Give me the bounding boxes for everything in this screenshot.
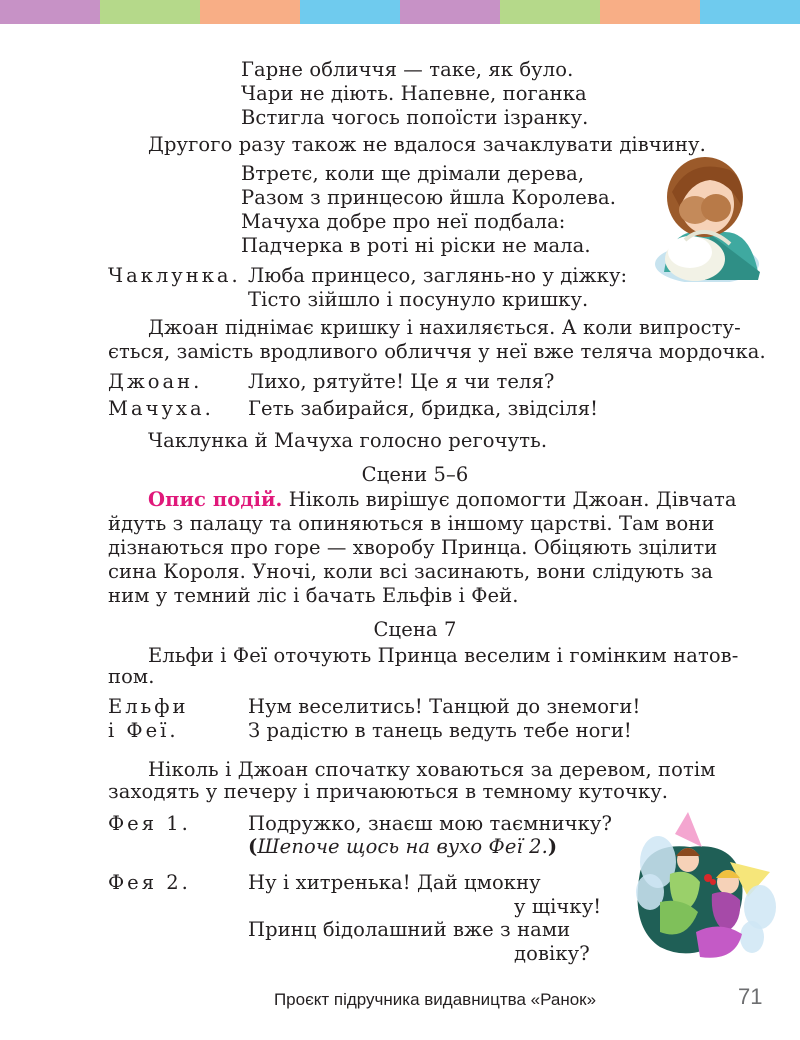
speaker-name: Чаклунка. xyxy=(108,264,241,287)
dialogue-line: Люба принцесо, заглянь-но у діжку: xyxy=(248,264,628,287)
stripe xyxy=(400,0,500,24)
speaker-name: Фея 2. xyxy=(108,871,191,894)
events-text: сина Короля. Уночі, коли всі засинають, вони слідують за xyxy=(108,560,714,583)
page-number: 71 xyxy=(738,984,763,1009)
verse-line: Разом з принцесою йшла Королева. xyxy=(241,186,617,209)
narration-line: Ельфи і Феї оточують Принца веселим і гомінким натов- xyxy=(148,644,739,667)
narration: Другого разу також не вдалося зачаклувати дівчину. xyxy=(148,133,706,156)
dialogue-line: Ну і хитренька! Дай цмокну xyxy=(248,871,541,894)
narration-line: ється, замість вродливого обличчя у неї вже теляча мордочка. xyxy=(108,340,766,363)
dialogue-line: довіку? xyxy=(514,942,590,965)
two-fairies-illustration xyxy=(620,812,780,962)
narration-line: Ніколь і Джоан спочатку ховаються за деревом, потім xyxy=(148,758,716,781)
dialogue-line: Нум веселитись! Танцюй до знемоги! xyxy=(248,695,641,718)
footer-note: Проєкт підручника видавництва «Ранок» xyxy=(273,990,597,1009)
dialogue-line: Тісто зійшло і посунуло кришку. xyxy=(248,288,589,311)
speaker-name: Мачуха. xyxy=(108,397,214,420)
dialogue-line: Подружко, знаєш мою таємничку? xyxy=(248,812,613,835)
speaker-name: і Феї. xyxy=(108,719,179,742)
paren: ) xyxy=(547,835,558,858)
narration-line: Джоан піднімає кришку і нахиляється. А коли випросту- xyxy=(148,316,741,339)
stripe xyxy=(700,0,800,24)
verse-line: Втретє, коли ще дрімали дерева, xyxy=(241,162,585,185)
narration-line: пом. xyxy=(108,665,155,688)
dialogue-line: Принц бідолашний вже з нами xyxy=(248,918,571,941)
dialogue-line: Лихо, рятуйте! Це я чи теля? xyxy=(248,370,555,393)
header-color-stripes xyxy=(0,0,800,24)
scene-heading: Сцена 7 xyxy=(373,618,457,641)
verse-line: Чари не діють. Напевне, поганка xyxy=(241,82,587,105)
stripe xyxy=(300,0,400,24)
girl-covering-face-illustration xyxy=(650,152,765,282)
speaker-name: Ельфи xyxy=(108,695,189,718)
verse-line: Гарне обличчя — таке, як було. xyxy=(241,58,574,81)
dialogue-line: З радістю в танець ведуть тебе ноги! xyxy=(248,719,632,742)
stripe xyxy=(500,0,600,24)
stage-direction-text: Шепоче щось на вухо Феї 2. xyxy=(257,835,548,858)
verse-line: Мачуха добре про неї подбала: xyxy=(241,210,566,233)
verse-line: Встигла чогось попоїсти ізранку. xyxy=(241,106,589,129)
stripe xyxy=(100,0,200,24)
stripe xyxy=(600,0,700,24)
dialogue-line: у щічку! xyxy=(514,895,602,918)
dialogue-line: Геть забирайся, бридка, звідсіля! xyxy=(248,397,599,420)
speaker-name: Фея 1. xyxy=(108,812,191,835)
paren: ( xyxy=(248,835,258,858)
speaker-name: Джоан. xyxy=(108,370,203,393)
scene-heading: Сцени 5–6 xyxy=(361,463,469,486)
events-text: Ніколь вирішує допомогти Джоан. Дівчата xyxy=(288,488,737,511)
narration-line: заходять у печеру і причаюються в темному куточку. xyxy=(108,780,669,803)
events-label: Опис подій. xyxy=(148,488,283,511)
events-text: йдуть з палацу та опиняються в іншому царстві. Там вони xyxy=(108,512,715,535)
stripe xyxy=(0,0,100,24)
stage-direction xyxy=(248,834,557,860)
narration: Чаклунка й Мачуха голосно регочуть. xyxy=(148,429,548,452)
events-text: дізнаються про горе — хворобу Принца. Обіцяють зцілити xyxy=(108,536,718,559)
events-text: ним у темний ліс і бачать Ельфів і Фей. xyxy=(108,584,519,607)
stripe xyxy=(200,0,300,24)
verse-line: Падчерка в роті ні ріски не мала. xyxy=(241,234,591,257)
